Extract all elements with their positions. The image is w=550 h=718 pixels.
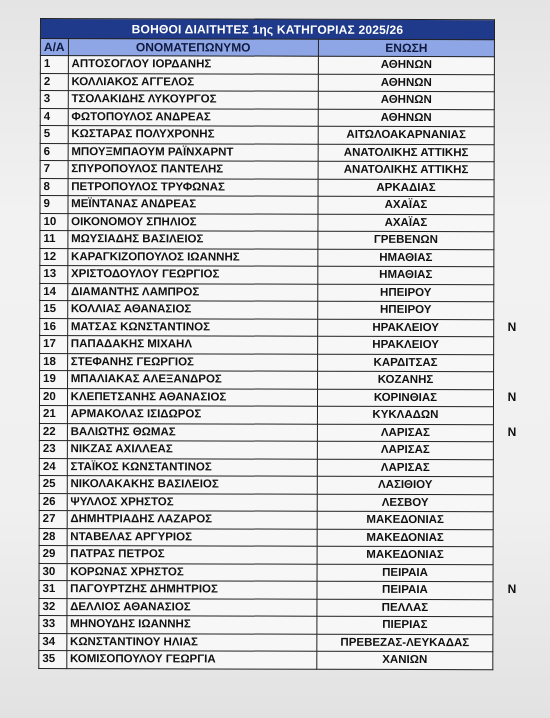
- table-row: [39, 423, 493, 442]
- row-name: ΠΑΠΑΔΑΚΗΣ ΜΙΧΑΗΛ: [67, 336, 317, 354]
- row-num: 33: [39, 615, 67, 633]
- table-row: [40, 91, 494, 110]
- row-num: 1: [40, 56, 68, 74]
- row-name: ΔΗΜΗΤΡΙΑΔΗΣ ΛΑΖΑΡΟΣ: [67, 511, 317, 529]
- row-num: 12: [40, 248, 68, 266]
- row-name: ΜΩΥΣΙΑΔΗΣ ΒΑΣΙΛΕΙΟΣ: [68, 231, 318, 249]
- row-name: ΚΟΡΩΝΑΣ ΧΡΗΣΤΟΣ: [67, 563, 317, 581]
- row-num: 25: [39, 475, 67, 493]
- table-row: [40, 213, 494, 232]
- row-name: ΤΣΟΛΑΚΙΔΗΣ ΛΥΚΟΥΡΓΟΣ: [68, 91, 318, 109]
- row-num: 29: [39, 545, 67, 563]
- row-union: ΚΟΡΙΝΘΙΑΣ: [317, 389, 493, 407]
- row-name: ΣΤΕΦΑΝΗΣ ΓΕΩΡΓΙΟΣ: [67, 353, 317, 371]
- row-num: 16: [40, 318, 68, 336]
- row-union: ΛΑΡΙΣΑΣ: [317, 424, 493, 442]
- row-name: ΚΩΣΤΑΡΑΣ ΠΟΛΥΧΡΟΝΗΣ: [68, 126, 318, 144]
- row-name: ΝΙΚΟΛΑΚΑΚΗΣ ΒΑΣΙΛΕΙΟΣ: [67, 476, 317, 494]
- row-name: ΚΟΜΙΣΟΠΟΥΛΟΥ ΓΕΩΡΓΙΑ: [66, 651, 316, 669]
- table-row: [39, 510, 493, 529]
- row-name: ΚΑΡΑΓΚΙΖΟΠΟΥΛΟΣ ΙΩΑΝΝΗΣ: [68, 248, 318, 266]
- row-union: ΛΕΣΒΟΥ: [317, 494, 493, 512]
- table-row: [39, 598, 493, 617]
- table-row: [40, 266, 494, 285]
- table-row: [40, 371, 494, 390]
- table-row: [40, 178, 494, 197]
- row-num: 28: [39, 528, 67, 546]
- row-union: ΜΑΚΕΔΟΝΙΑΣ: [317, 511, 493, 529]
- row-union: ΑΘΗΝΩΝ: [318, 56, 494, 74]
- table-row: [39, 615, 493, 634]
- row-num: 11: [40, 231, 68, 249]
- row-name: ΒΑΛΙΩΤΗΣ ΘΩΜΑΣ: [67, 423, 317, 441]
- row-num: 22: [39, 423, 67, 441]
- row-num: 19: [40, 371, 68, 389]
- row-union: ΠΕΛΛΑΣ: [317, 599, 493, 617]
- row-union: ΑΧΑΪΑΣ: [318, 214, 494, 232]
- row-num: 31: [39, 580, 67, 598]
- table-row: [39, 633, 493, 652]
- row-num: 4: [40, 108, 68, 126]
- row-name: ΣΠΥΡΟΠΟΥΛΟΣ ΠΑΝΤΕΛΗΣ: [68, 161, 318, 179]
- table-row: [39, 580, 493, 599]
- table-row: [39, 563, 493, 582]
- table-row: [40, 231, 494, 250]
- table-row: [40, 336, 494, 355]
- table-row: [40, 283, 494, 302]
- row-num: 27: [39, 510, 67, 528]
- row-union: ΑΡΚΑΔΙΑΣ: [318, 179, 494, 197]
- row-num: 13: [40, 266, 68, 284]
- row-union: ΗΜΑΘΙΑΣ: [318, 249, 494, 267]
- row-num: 35: [39, 650, 67, 668]
- row-name: ΚΟΛΛΙΑΚΟΣ ΑΓΓΕΛΟΣ: [68, 73, 318, 91]
- row-num: 17: [40, 336, 68, 354]
- row-union: ΠΕΙΡΑΙΑ: [317, 564, 493, 582]
- table-row: [40, 126, 494, 145]
- row-name: ΑΡΜΑΚΟΛΑΣ ΙΣΙΔΩΡΟΣ: [67, 406, 317, 424]
- row-union: ΑΘΗΝΩΝ: [318, 109, 494, 127]
- row-name: ΚΩΝΣΤΑΝΤΙΝΟΥ ΗΛΙΑΣ: [67, 633, 317, 651]
- row-num: 6: [40, 143, 68, 161]
- table-row: [39, 545, 493, 564]
- header-num: Α/Α: [40, 39, 68, 56]
- row-union: ΗΠΕΙΡΟΥ: [318, 301, 494, 319]
- row-num: 21: [39, 405, 67, 423]
- table-row: [39, 650, 493, 669]
- table-row: [39, 458, 493, 477]
- row-num: 30: [39, 563, 67, 581]
- row-union: ΑΝΑΤΟΛΙΚΗΣ ΑΤΤΙΚΗΣ: [318, 144, 494, 162]
- row-num: 8: [40, 178, 68, 196]
- row-mark: N: [507, 424, 517, 439]
- row-union: ΛΑΣΙΘΙΟΥ: [317, 476, 493, 494]
- document-sheet: [40, 18, 500, 669]
- table-row: [40, 353, 494, 372]
- row-union: ΚΟΖΑΝΗΣ: [317, 371, 493, 389]
- row-union: ΗΜΑΘΙΑΣ: [318, 266, 494, 284]
- row-name: ΦΩΤΟΠΟΥΛΟΣ ΑΝΔΡΕΑΣ: [68, 108, 318, 126]
- row-name: ΠΕΤΡΟΠΟΥΛΟΣ ΤΡΥΦΩΝΑΣ: [68, 178, 318, 196]
- row-num: 26: [39, 493, 67, 511]
- row-union: ΗΡΑΚΛΕΙΟΥ: [318, 336, 494, 354]
- row-name: ΣΤΑΪΚΟΣ ΚΩΝΣΤΑΝΤΙΝΟΣ: [67, 458, 317, 476]
- row-union: ΠΕΙΡΑΙΑ: [317, 581, 493, 599]
- row-num: 5: [40, 126, 68, 144]
- referees-table: [38, 18, 495, 670]
- row-name: ΠΑΤΡΑΣ ΠΕΤΡΟΣ: [67, 546, 317, 564]
- row-num: 18: [40, 353, 68, 371]
- row-num: 32: [39, 598, 67, 616]
- row-name: ΝΤΑΒΕΛΑΣ ΑΡΓΥΡΙΟΣ: [67, 528, 317, 546]
- row-num: 23: [39, 440, 67, 458]
- row-union: ΑΧΑΪΑΣ: [318, 196, 494, 214]
- row-mark: N: [507, 582, 517, 597]
- table-row: [39, 405, 493, 424]
- row-union: ΑΝΑΤΟΛΙΚΗΣ ΑΤΤΙΚΗΣ: [318, 161, 494, 179]
- table-row: [40, 196, 494, 215]
- row-name: ΜΑΤΣΑΣ ΚΩΝΣΤΑΝΤΙΝΟΣ: [67, 318, 317, 336]
- row-union: ΠΡΕΒΕΖΑΣ-ΛΕΥΚΑΔΑΣ: [317, 634, 493, 652]
- row-name: ΠΑΓΟΥΡΤΖΗΣ ΔΗΜΗΤΡΙΟΣ: [67, 581, 317, 599]
- table-row: [40, 56, 494, 75]
- row-union: ΧΑΝΙΩΝ: [317, 651, 493, 669]
- row-num: 14: [40, 283, 68, 301]
- row-num: 24: [39, 458, 67, 476]
- row-union: ΗΡΑΚΛΕΙΟΥ: [318, 319, 494, 337]
- row-num: 7: [40, 161, 68, 179]
- row-num: 10: [40, 213, 68, 231]
- row-name: ΜΠΟΥΞΜΠΑΟΥΜ ΡΑΪΝΧΑΡΝΤ: [68, 143, 318, 161]
- row-name: ΜΕΪΝΤΑΝΑΣ ΑΝΔΡΕΑΣ: [68, 196, 318, 214]
- table-row: [40, 73, 494, 92]
- row-union: ΑΙΤΩΛΟΑΚΑΡΝΑΝΙΑΣ: [318, 126, 494, 144]
- row-num: 3: [40, 91, 68, 109]
- row-union: ΗΠΕΙΡΟΥ: [318, 284, 494, 302]
- row-name: ΚΟΛΛΙΑΣ ΑΘΑΝΑΣΙΟΣ: [67, 301, 317, 319]
- row-union: ΓΡΕΒΕΝΩΝ: [318, 231, 494, 249]
- row-mark: N: [507, 390, 517, 404]
- row-num: 9: [40, 196, 68, 214]
- table-row: [40, 108, 494, 127]
- row-union: ΑΘΗΝΩΝ: [318, 91, 494, 109]
- table-row: [39, 528, 493, 547]
- row-union: ΠΙΕΡΙΑΣ: [317, 616, 493, 634]
- row-num: 15: [40, 301, 68, 319]
- row-name: ΔΕΛΛΙΟΣ ΑΘΑΝΑΣΙΟΣ: [67, 598, 317, 616]
- table-body: [39, 56, 495, 670]
- row-union: ΑΘΗΝΩΝ: [318, 74, 494, 92]
- row-name: ΜΠΑΛΙΑΚΑΣ ΑΛΕΞΑΝΔΡΟΣ: [67, 371, 317, 389]
- row-union: ΚΥΚΛΑΔΩΝ: [317, 406, 493, 424]
- row-union: ΜΑΚΕΔΟΝΙΑΣ: [317, 529, 493, 547]
- header-union: ΕΝΩΣΗ: [318, 39, 494, 56]
- row-union: ΛΑΡΙΣΑΣ: [317, 441, 493, 459]
- row-num: 20: [39, 388, 67, 406]
- header-name: ΟΝΟΜΑΤΕΠΩΝΥΜΟ: [68, 39, 318, 57]
- row-name: ΨΥΛΛΟΣ ΧΡΗΣΤΟΣ: [67, 493, 317, 511]
- row-num: 2: [40, 73, 68, 91]
- row-name: ΔΙΑΜΑΝΤΗΣ ΛΑΜΠΡΟΣ: [67, 283, 317, 301]
- row-name: ΝΙΚΖΑΣ ΑΧΙΛΛΕΑΣ: [67, 441, 317, 459]
- row-name: ΟΙΚΟΝΟΜΟΥ ΣΠΗΛΙΟΣ: [68, 213, 318, 231]
- table-row: [39, 493, 493, 512]
- row-union: ΛΑΡΙΣΑΣ: [317, 459, 493, 477]
- row-name: ΚΛΕΠΕΤΣΑΝΗΣ ΑΘΑΝΑΣΙΟΣ: [67, 388, 317, 406]
- table-row: [40, 301, 494, 320]
- table-row: [39, 440, 493, 459]
- row-union: ΜΑΚΕΔΟΝΙΑΣ: [317, 546, 493, 564]
- table-row: [39, 388, 493, 407]
- row-name: ΧΡΙΣΤΟΔΟΥΛΟΥ ΓΕΩΡΓΙΟΣ: [67, 266, 317, 284]
- table-row: [39, 475, 493, 494]
- table-row: [40, 161, 494, 180]
- row-name: ΜΗΝΟΥΔΗΣ ΙΩΑΝΝΗΣ: [67, 616, 317, 634]
- row-mark: N: [507, 320, 517, 334]
- table-row: [40, 318, 494, 337]
- header-row: [40, 39, 494, 57]
- row-name: ΑΠΤΟΣΟΓΛΟΥ ΙΟΡΔΑΝΗΣ: [68, 56, 318, 74]
- row-num: 34: [39, 633, 67, 651]
- table-title: ΒΟΗΘΟΙ ΔΙΑΙΤΗΤΕΣ 1ης ΚΑΤΗΓΟΡΙΑΣ 2025/26: [40, 19, 494, 40]
- table-row: [40, 248, 494, 267]
- row-union: ΚΑΡΔΙΤΣΑΣ: [317, 354, 493, 372]
- table-row: [40, 143, 494, 162]
